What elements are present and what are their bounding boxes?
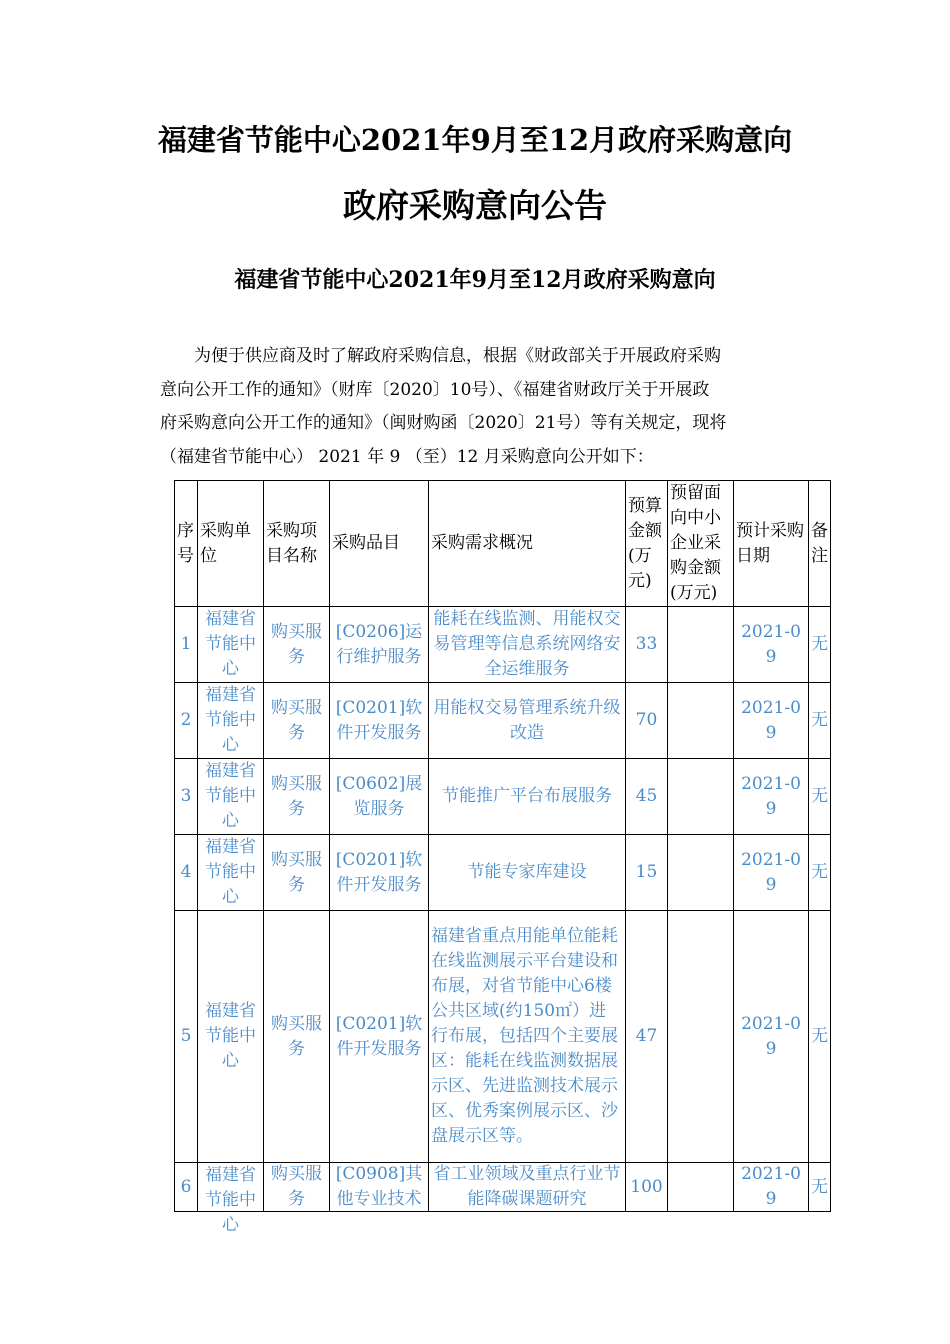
cell-requirement: 用能权交易管理系统升级改造 — [429, 683, 626, 759]
header-sme: 预留面向中小企业采购金额(万元) — [668, 481, 734, 607]
cell-remark: 无 — [809, 607, 831, 683]
cell-unit: 福建省节能中心 — [198, 759, 264, 835]
cell-budget: 47 — [626, 911, 668, 1163]
cell-unit — [198, 1163, 264, 1235]
document-title: 福建省节能中心2021年9月至12月政府采购意向 — [157, 123, 793, 157]
cell-text: 购买服务 — [271, 1164, 322, 1209]
cell-requirement — [429, 1163, 626, 1212]
procurement-table — [174, 480, 831, 1235]
table-row — [175, 835, 831, 911]
cell-budget: 15 — [626, 835, 668, 911]
intro-line: 为便于供应商及时了解政府采购信息，根据《财政部关于开展政府采购 — [194, 346, 721, 366]
cell-item: [C0206]运行维护服务 — [330, 607, 429, 683]
cell-sme — [668, 683, 734, 759]
cell-date: 2021-09 — [734, 835, 809, 911]
cell-unit: 福建省节能中心 — [198, 683, 264, 759]
cell-item: [C0201]软件开发服务 — [330, 911, 429, 1163]
cell-unit: 福建省节能中心 — [198, 911, 264, 1163]
cell-date: 2021-09 — [734, 911, 809, 1163]
announcement-title: 政府采购意向公告 — [343, 186, 607, 225]
cell-date: 2021-09 — [734, 759, 809, 835]
cell-date: 2021-09 — [734, 607, 809, 683]
cell-seq: 5 — [175, 911, 198, 1163]
header-item: 采购品目 — [330, 481, 429, 607]
cell-requirement: 福建省重点用能单位能耗在线监测展示平台建设和布展，对省节能中心6楼公共区域(约150㎡）进行布展，包括四个主要展区：能耗在线监测数据展示区、先进监测技术展示区、优秀案例展示区、沙盘展示区等。 — [429, 911, 626, 1163]
cell-remark: 无 — [809, 911, 831, 1163]
cell-budget: 45 — [626, 759, 668, 835]
cell-sme — [668, 911, 734, 1163]
intro-line: 府采购意向公开工作的通知》（闽财购函〔2020〕21号）等有关规定，现将 — [160, 413, 727, 433]
cell-remark: 无 — [809, 835, 831, 911]
cell-unit: 福建省节能中心 — [198, 835, 264, 911]
cell-text — [670, 1163, 731, 1211]
cell-text: 2021-09 — [741, 1164, 801, 1209]
cell-seq: 4 — [175, 835, 198, 911]
cell-budget — [626, 1163, 668, 1212]
cell-sme — [668, 607, 734, 683]
cell-text: 无 — [811, 1176, 828, 1197]
cell-date — [734, 1163, 809, 1212]
header-unit: 采购单位 — [198, 481, 264, 607]
header-remark: 备注 — [809, 481, 831, 607]
intro-line: （福建省节能中心） 2021 年 9 （至）12 月采购意向公开如下： — [160, 446, 654, 467]
cell-sme — [668, 759, 734, 835]
cell-remark: 无 — [809, 759, 831, 835]
cell-seq — [175, 1163, 198, 1212]
cell-project: 购买服务 — [264, 759, 330, 835]
cell-item — [330, 1163, 429, 1212]
cell-requirement: 节能推广平台布展服务 — [429, 759, 626, 835]
cell-text: 省工业领域及重点行业节能降碳课题研究 — [433, 1164, 621, 1209]
cell-project: 购买服务 — [264, 683, 330, 759]
cell-date: 2021-09 — [734, 683, 809, 759]
cell-project: 购买服务 — [264, 835, 330, 911]
header-requirement: 采购需求概况 — [429, 481, 626, 607]
cell-sme — [668, 835, 734, 911]
header-seq: 序号 — [175, 481, 198, 607]
cell-item: [C0201]软件开发服务 — [330, 683, 429, 759]
cell-item: [C0201]软件开发服务 — [330, 835, 429, 911]
cell-budget: 33 — [626, 607, 668, 683]
header-budget: 预算金额(万元) — [626, 481, 668, 607]
cell-project — [264, 1163, 330, 1212]
cell-remark — [809, 1163, 831, 1212]
cell-text: 100 — [630, 1176, 663, 1197]
table-row — [175, 683, 831, 759]
cell-seq: 2 — [175, 683, 198, 759]
cell-item: [C0602]展览服务 — [330, 759, 429, 835]
cell-project: 购买服务 — [264, 911, 330, 1163]
cell-requirement: 节能专家库建设 — [429, 835, 626, 911]
cell-text: [C0908]其他专业技术 — [335, 1164, 423, 1209]
cell-remark: 无 — [809, 683, 831, 759]
table-row — [175, 759, 831, 835]
cell-sme — [668, 1163, 734, 1212]
cell-text: 6 — [180, 1176, 192, 1197]
table-row — [175, 1163, 831, 1212]
header-date: 预计采购日期 — [734, 481, 809, 607]
cell-requirement: 能耗在线监测、用能权交易管理等信息系统网络安全运维服务 — [429, 607, 626, 683]
intro-line: 意向公开工作的通知》（财库〔2020〕10号）、《福建省财政厅关于开展政 — [160, 379, 710, 400]
table-row — [175, 911, 831, 1163]
cell-text: 福建省节能中心 — [205, 1165, 256, 1235]
intro-paragraph — [160, 340, 800, 474]
announcement-subtitle: 福建省节能中心2021年9月至12月政府采购意向 — [234, 267, 716, 293]
table-row — [175, 607, 831, 683]
cell-seq: 3 — [175, 759, 198, 835]
cell-unit: 福建省节能中心 — [198, 607, 264, 683]
cell-project: 购买服务 — [264, 607, 330, 683]
table-header-row — [175, 481, 831, 607]
cell-seq: 1 — [175, 607, 198, 683]
cell-budget: 70 — [626, 683, 668, 759]
header-project: 采购项目名称 — [264, 481, 330, 607]
